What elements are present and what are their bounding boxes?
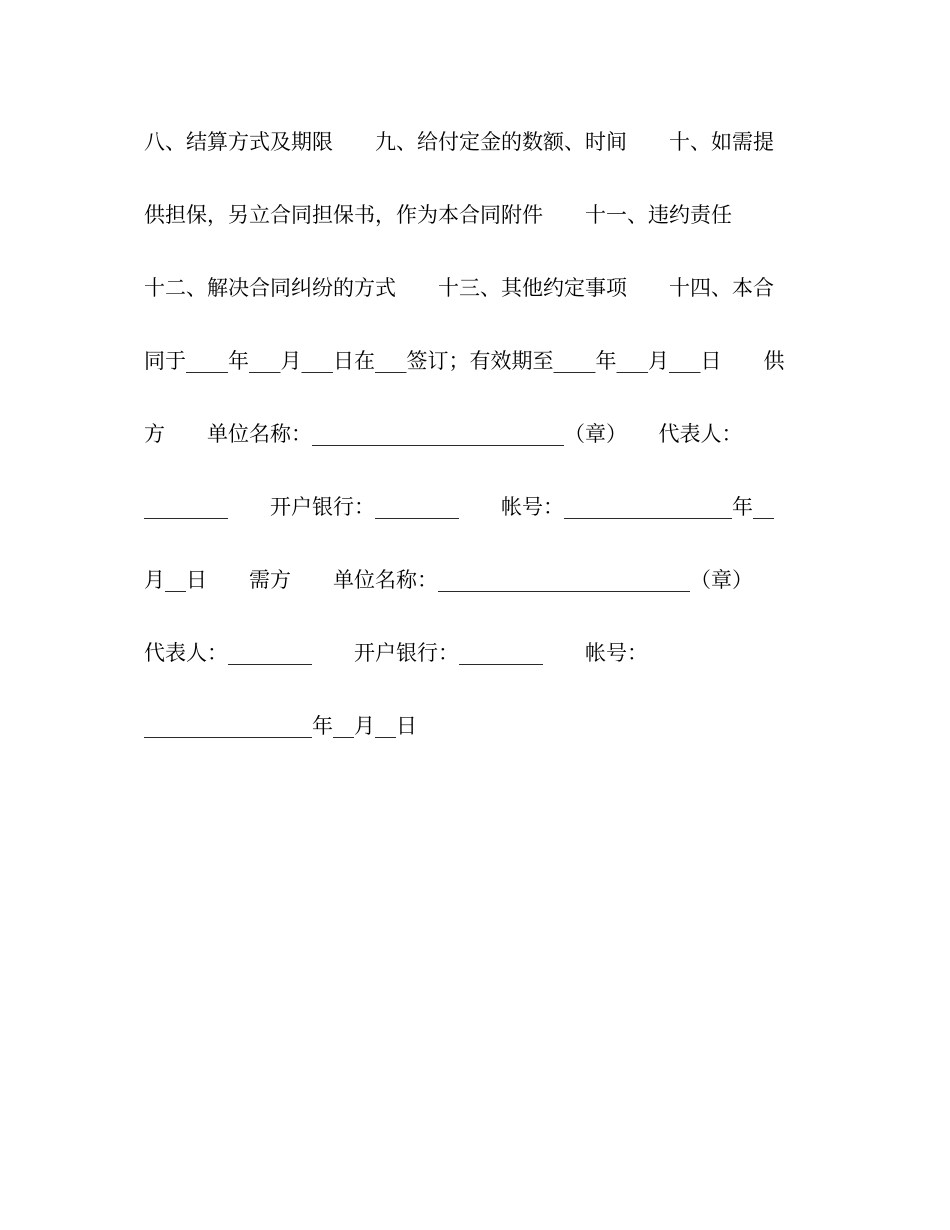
text-line-9: ________________年__月__日 <box>144 714 417 738</box>
text-line-5: 方 单位名称：________________________（章） 代表人： <box>144 422 743 446</box>
text-line-4: 同于____年___月___日在___签订；有效期至____年___月___日 供 <box>144 349 785 373</box>
text-line-3: 十二、解决合同纠纷的方式 十三、其他约定事项 十四、本合 <box>144 276 774 300</box>
text-line-1: 八、结算方式及期限 九、给付定金的数额、时间 十、如需提 <box>144 130 774 154</box>
text-line-6: ________ 开户银行：________ 帐号：________________年__ <box>144 495 774 519</box>
text-line-8: 代表人：________ 开户银行：________ 帐号： <box>144 641 648 665</box>
text-line-2: 供担保，另立合同担保书，作为本合同附件 十一、违约责任 <box>144 203 732 227</box>
text-line-7: 月__日 需方 单位名称：________________________（章） <box>144 568 753 592</box>
